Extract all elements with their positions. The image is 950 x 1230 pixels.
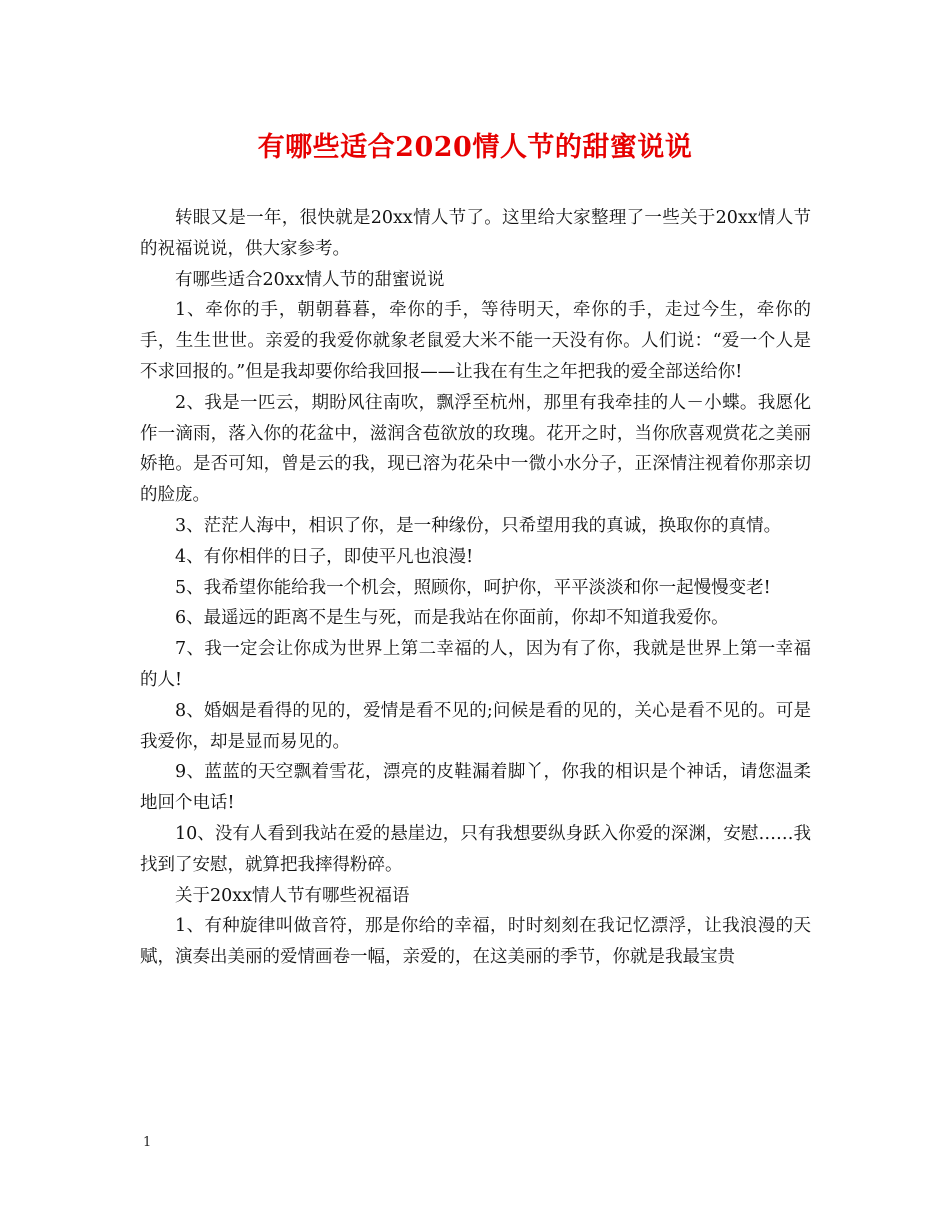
page-number: 1 (143, 1135, 152, 1150)
section-heading-sweet-sayings: 有哪些适合20xx情人节的甜蜜说说 (175, 269, 445, 290)
paragraph-item-8: 8、婚姻是看得的见的，爱情是看不见的;问候是看的见的，关心是看不见的。可是我爱你，却是显而易见的。 (140, 700, 811, 752)
paragraph-item-5: 5、我希望你能给我一个机会，照顾你，呵护你，平平淡淡和你一起慢慢变老! (175, 577, 771, 598)
section-heading-blessings: 关于20xx情人节有哪些祝福语 (175, 885, 410, 906)
paragraph-item-6: 6、最遥远的距离不是生与死，而是我站在你面前，你却不知道我爱你。 (175, 608, 729, 629)
paragraph-item-7: 7、我一定会让你成为世界上第二幸福的人，因为有了你，我就是世界上第一幸福的人! (140, 639, 811, 690)
paragraph-item-4: 4、有你相伴的日子，即使平凡也浪漫! (175, 546, 474, 567)
paragraph-intro: 转眼又是一年，很快就是20xx情人节了。这里给大家整理了一些关于20xx情人节的祝福说说，供大家参考。 (140, 208, 811, 259)
document-title: 有哪些适合2020情人节的甜蜜说说 (257, 132, 693, 163)
paragraph-item-2: 2、我是一匹云，期盼风往南吹，飘浮至杭州，那里有我牵挂的人－小蝶。我愿化作一滴雨，落入你的花盆中，滋润含苞欲放的玫瑰。花开之时，当你欣喜观赏花之美丽娇艳。是否可知，曾是云的我，现已溶为花朵中一微小水分子，正深情注视着你那亲切的脸庞。 (140, 392, 811, 506)
paragraph-blessing-1: 1、有种旋律叫做音符，那是你给的幸福，时时刻刻在我记忆漂浮，让我浪漫的天赋，演奏出美丽的爱情画卷一幅，亲爱的，在这美丽的季节，你就是我最宝贵 (140, 916, 811, 968)
paragraph-item-10: 10、没有人看到我站在爱的悬崖边，只有我想要纵身跃入你爱的深渊，安慰……我找到了安慰，就算把我摔得粉碎。 (140, 823, 811, 875)
paragraph-item-3: 3、茫茫人海中，相识了你，是一种缘份，只希望用我的真诚，换取你的真情。 (175, 515, 782, 536)
paragraph-item-9: 9、蓝蓝的天空飘着雪花，漂亮的皮鞋漏着脚丫，你我的相识是个神话，请您温柔地回个电话! (140, 762, 811, 814)
paragraph-item-1: 1、牵你的手，朝朝暮暮，牵你的手，等待明天，牵你的手，走过今生，牵你的手，生生世世。亲爱的我爱你就象老鼠爱大米不能一天没有你。人们说：“爱一个人是不求回报的。”但是我却要你给我回报——让我在有生之年把我的爱全部送给你! (140, 300, 811, 382)
document-body (140, 203, 811, 973)
